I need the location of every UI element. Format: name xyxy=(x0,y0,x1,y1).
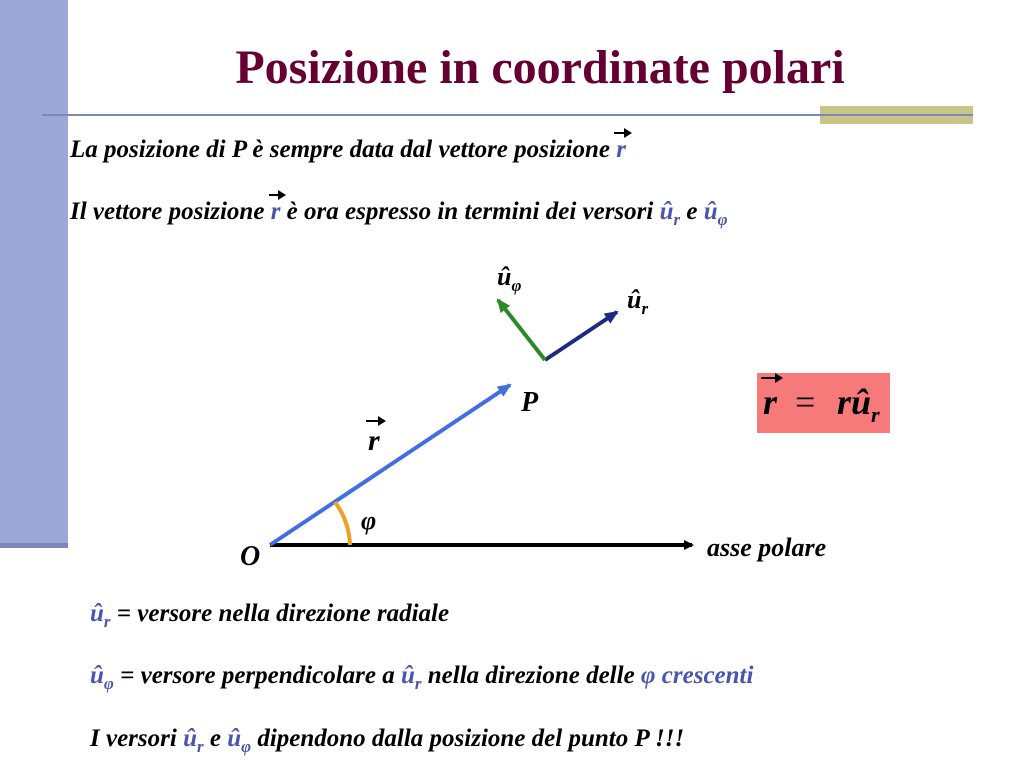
vector-r-symbol: r xyxy=(270,198,281,225)
u-phi-symbol: $û_\varphi$ xyxy=(90,662,114,693)
label-point-p: P xyxy=(521,387,539,418)
label-origin-o: O xyxy=(240,541,261,572)
position-vector-r xyxy=(270,385,510,545)
u-r-symbol: $û_r$ xyxy=(90,600,111,631)
line2-mid: è ora espresso in termini dei versori xyxy=(280,198,660,225)
vector-r-symbol: r xyxy=(616,136,626,163)
label-u-phi: $û_\varphi$ xyxy=(497,262,522,295)
definition-u-r: $û_r$ = versore nella direzione radiale xyxy=(90,600,450,631)
phi-increasing: φ crescenti xyxy=(640,662,754,689)
phi-angle-arc xyxy=(335,502,350,545)
line2-and: e xyxy=(680,198,704,225)
formula-vector-r: r xyxy=(763,382,778,422)
unit-vector-u-phi xyxy=(498,300,545,360)
label-vector-r: r xyxy=(368,424,380,457)
line2-pre: Il vettore posizione xyxy=(70,198,271,225)
u-r-symbol: $û_r$ xyxy=(183,725,204,756)
u-r-symbol: $û_r$ xyxy=(400,662,422,693)
formula-equals: = xyxy=(795,382,816,422)
formula-rhs: $rû_r$ xyxy=(837,382,880,427)
formula-box xyxy=(757,373,890,433)
page-title: Posizione in coordinate polari xyxy=(235,41,845,94)
definition-dependence-note: I versori $û_r$ e $û_\varphi$ dipendono dalla posizione del punto P !!! xyxy=(90,725,685,756)
label-polar-axis: asse polare xyxy=(707,533,827,562)
label-phi-angle: φ xyxy=(361,506,377,535)
u-phi-symbol: $û_\varphi$ xyxy=(227,725,252,756)
unit-vector-u-r xyxy=(545,312,617,360)
line1-text: La posizione di P è sempre data dal vettore posizione xyxy=(70,136,617,163)
label-u-r: $û_r$ xyxy=(627,285,649,318)
definition-u-phi: $û_\varphi$ = versore perpendicolare a $û_r$ nella direzione delle φ crescenti xyxy=(90,662,754,693)
u-r-symbol: $û_r$ xyxy=(659,198,681,229)
u-phi-symbol: $û_\varphi$ xyxy=(703,198,728,229)
